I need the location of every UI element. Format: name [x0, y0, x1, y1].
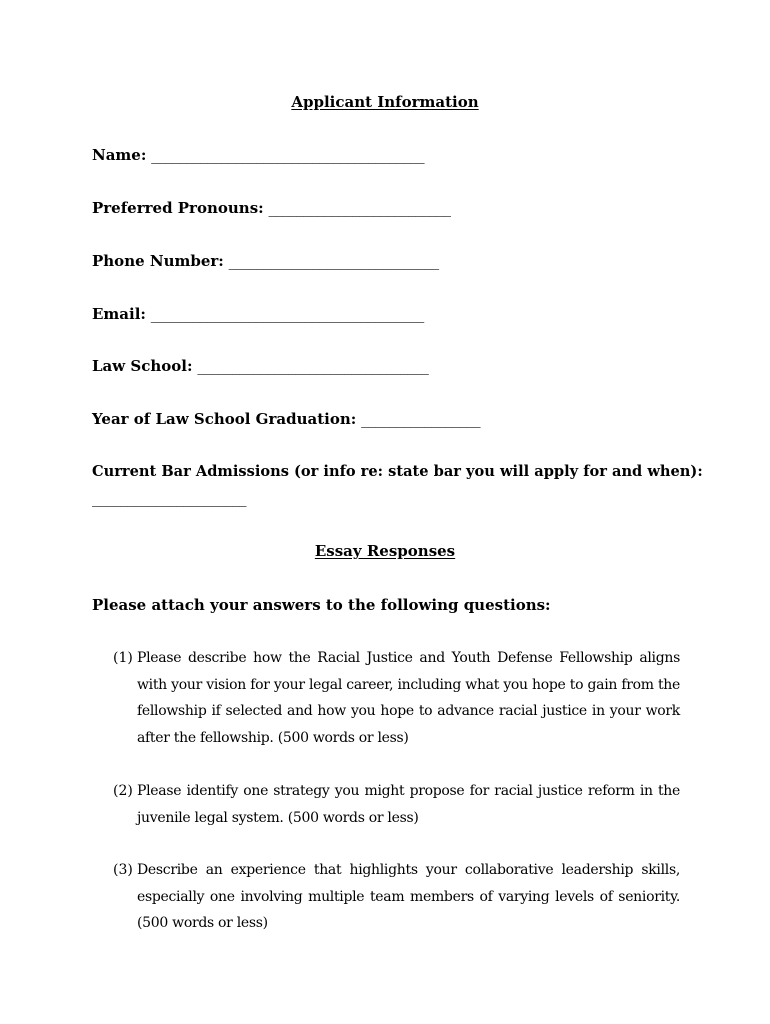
preferred-pronouns-label: Preferred Pronouns:: [92, 199, 264, 217]
preferred-pronouns-blank-line: __________________________: [268, 199, 451, 217]
essay-question: [113, 645, 680, 752]
graduation-year-blank-line: _________________: [361, 410, 481, 428]
bar-admissions-blank-line: ______________________: [92, 489, 246, 507]
name-blank-line: _______________________________________: [151, 146, 425, 164]
bar-admissions-field: [92, 463, 703, 480]
email-field: [92, 305, 424, 323]
phone-number-label: Phone Number:: [92, 252, 224, 270]
question-number: (1): [113, 650, 133, 666]
email-label: Email:: [92, 305, 146, 323]
phone-number-field: [92, 252, 439, 270]
email-blank-line: _______________________________________: [150, 305, 424, 323]
essay-responses-heading: Essay Responses: [314, 542, 456, 560]
question-text: Please identify one strategy you might propose for racial justice reform in the juvenile legal system. (500 words or less): [137, 783, 680, 826]
law-school-label: Law School:: [92, 357, 193, 375]
essay-question: [113, 778, 680, 831]
question-number: (3): [113, 862, 133, 878]
law-school-field: [92, 357, 428, 375]
graduation-year-field: [92, 410, 480, 428]
name-field: [92, 146, 424, 164]
bar-admissions-label: Current Bar Admissions (or info re: state bar you will apply for and when):: [92, 463, 703, 480]
applicant-information-heading: Applicant Information: [291, 93, 479, 111]
law-school-blank-line: _________________________________: [197, 357, 429, 375]
question-text: Please describe how the Racial Justice and Youth Defense Fellowship aligns with your vision for your legal career, including what you hope to gain from the fellowship if selected and how you hope to advance racial justice in your work after the fellowship. (500 words or less): [137, 650, 680, 747]
question-text: Describe an experience that highlights your collaborative leadership skills, especially one involving multiple team members of varying levels of seniority. (500 words or less): [137, 862, 680, 932]
phone-number-blank-line: ______________________________: [228, 252, 439, 270]
essay-instruction: Please attach your answers to the following questions:: [92, 596, 551, 614]
name-label: Name:: [92, 146, 147, 164]
question-number: (2): [113, 783, 133, 799]
essay-question: [113, 857, 680, 937]
graduation-year-label: Year of Law School Graduation:: [92, 410, 357, 428]
preferred-pronouns-field: [92, 199, 450, 217]
